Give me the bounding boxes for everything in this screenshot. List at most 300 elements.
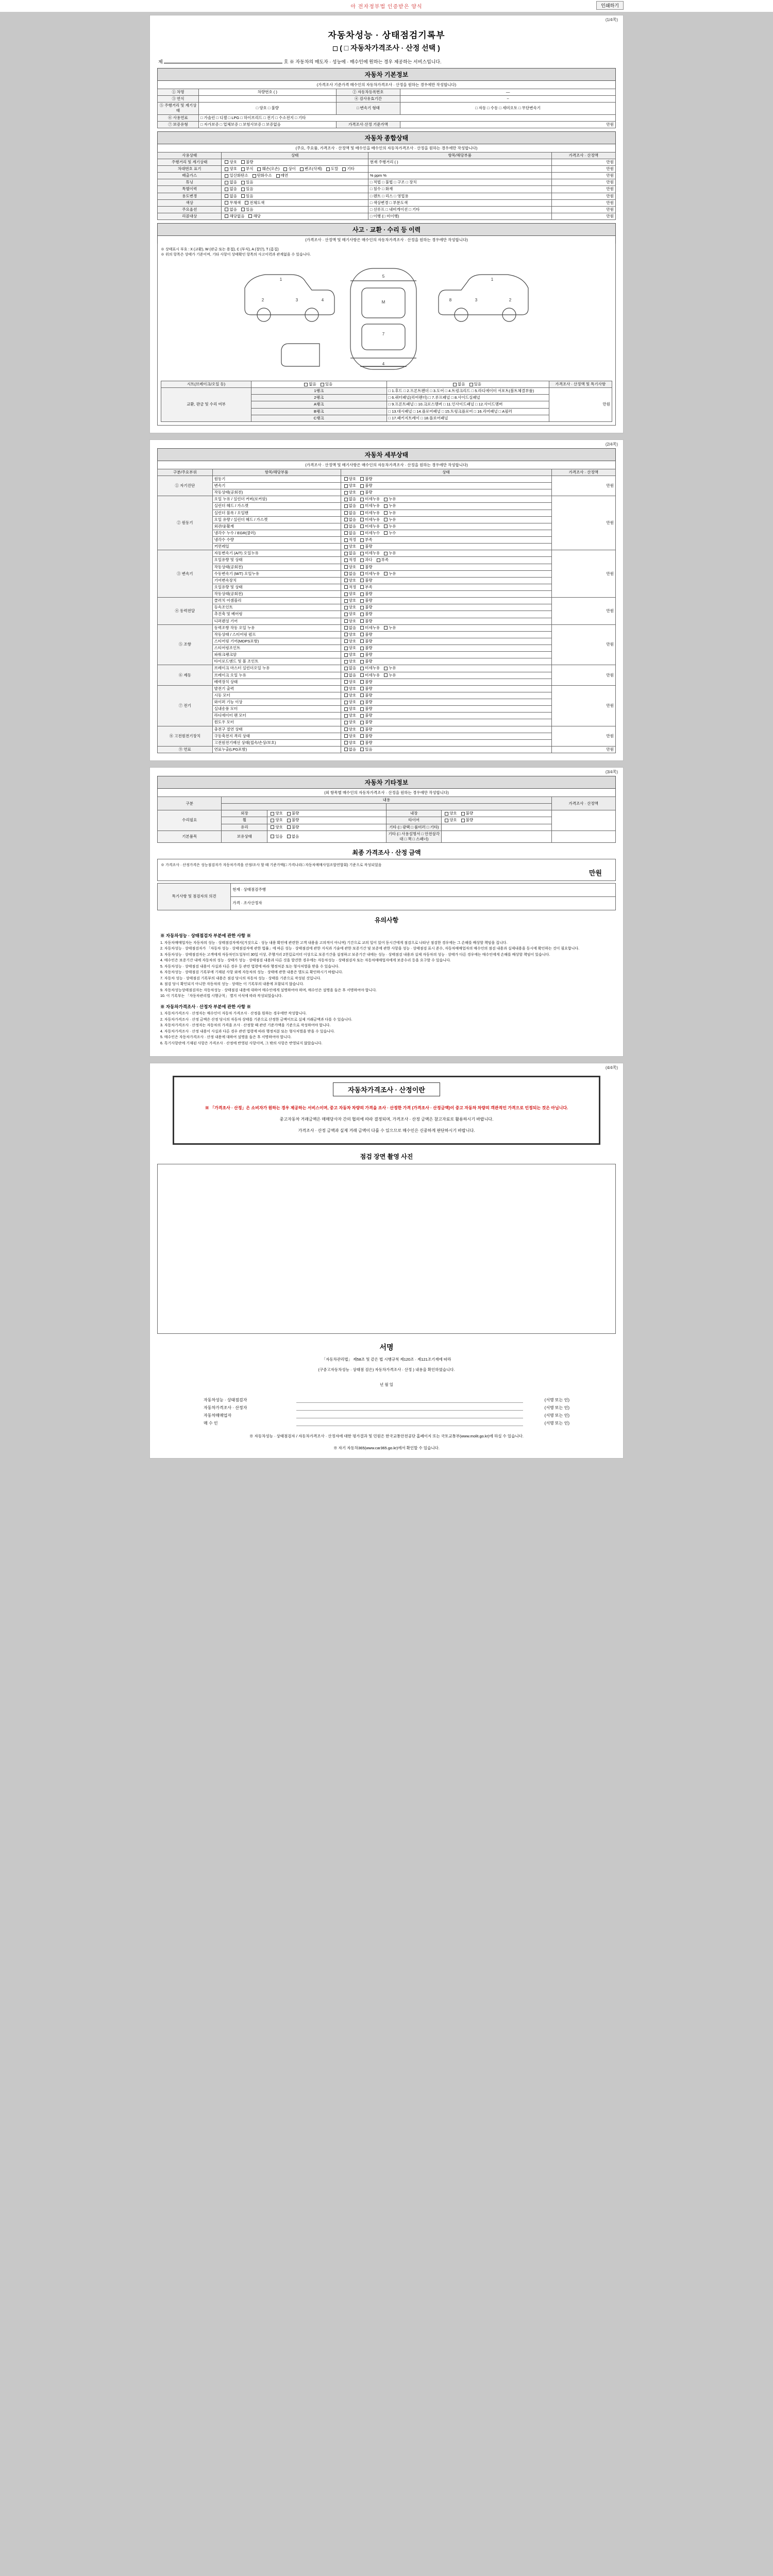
detail-27-opt-0[interactable]: 양호 (343, 659, 357, 664)
checkbox-icon[interactable] (360, 606, 364, 609)
overall-1-opt-2[interactable]: 훼손(오손) (256, 166, 279, 172)
detail-7-opt-2[interactable]: 누유 (382, 524, 396, 529)
checkbox-icon[interactable] (253, 174, 256, 178)
checkbox-icon[interactable] (360, 491, 364, 495)
checkbox-icon[interactable] (326, 167, 330, 171)
checkbox-icon[interactable] (360, 518, 364, 521)
overall-8-opt-1[interactable]: 해당 (247, 214, 261, 219)
detail-row-27-status[interactable] (341, 658, 551, 665)
checkbox-icon[interactable] (384, 673, 388, 677)
basic-row-2-c2[interactable]: □ 자동 □ 수동 □ 세미오토 □ 무단변속기 (400, 103, 616, 114)
detail-12-opt-2[interactable]: 부족 (375, 557, 389, 563)
detail-23-opt-0[interactable]: 양호 (343, 632, 357, 637)
checkbox-icon[interactable] (241, 160, 245, 164)
detail-38-opt-1[interactable]: 불량 (359, 734, 373, 739)
detail-33-opt-1[interactable]: 불량 (359, 700, 373, 705)
detail-17-opt-0[interactable]: 양호 (343, 591, 357, 597)
checkbox-icon[interactable] (384, 511, 388, 515)
outer-rank-2-items[interactable]: □ 6.쿼터패널(리어펜더) □ 7.루프패널 □ 8.사이드실패널 (386, 395, 549, 401)
checkbox-icon[interactable] (360, 721, 364, 724)
overall-6-opt-1[interactable]: 전체도색 (243, 200, 264, 206)
detail-35-opt-1[interactable]: 불량 (359, 713, 373, 718)
checkbox-icon[interactable] (360, 585, 364, 589)
detail-6-opt-2[interactable]: 누유 (382, 517, 396, 522)
checkbox-icon[interactable] (271, 835, 274, 838)
detail-32-opt-1[interactable]: 불량 (359, 693, 373, 698)
signature-row-2-field[interactable] (296, 1413, 523, 1418)
checkbox-icon[interactable] (245, 201, 248, 205)
detail-16-opt-1[interactable]: 부족 (359, 585, 373, 590)
overall-row-8-items[interactable]: □ 이행 (□ 미이행) (368, 213, 551, 219)
checkbox-icon[interactable] (360, 498, 364, 501)
checkbox-icon[interactable] (344, 498, 348, 501)
detail-36-opt-0[interactable]: 양호 (343, 720, 357, 725)
detail-25-opt-0[interactable]: 양호 (343, 646, 357, 651)
overall-6-opt-0[interactable]: 무채색 (223, 200, 241, 206)
etc-row-2-b-opts[interactable] (442, 824, 551, 831)
overall-3-opt-1[interactable]: 있음 (240, 180, 254, 185)
detail-row-22-status[interactable] (341, 624, 551, 631)
detail-30-opt-0[interactable]: 양호 (343, 680, 357, 685)
detail-row-26-status[interactable] (341, 652, 551, 658)
signature-date[interactable]: 년 월 일 (380, 1382, 393, 1387)
detail-10-opt-1[interactable]: 불량 (359, 544, 373, 549)
checkbox-icon[interactable] (344, 606, 348, 609)
checkbox-icon[interactable] (384, 572, 388, 575)
overall-row-1-status[interactable] (222, 166, 368, 173)
checkbox-icon[interactable] (360, 572, 364, 575)
checkbox-icon[interactable] (257, 167, 261, 171)
overall-row-5-status[interactable] (222, 193, 368, 199)
detail-24-opt-1[interactable]: 불량 (359, 639, 373, 644)
checkbox-icon[interactable] (344, 680, 348, 684)
remark-sub2[interactable]: 가격 · 조사산정자 (231, 896, 616, 910)
etc-row-2-a-opts[interactable] (267, 824, 386, 831)
detail-40-opt-1[interactable]: 있음 (359, 747, 373, 752)
checkbox-icon[interactable] (344, 660, 348, 664)
checkbox-icon[interactable] (344, 619, 348, 623)
checkbox-icon[interactable] (344, 667, 348, 670)
checkbox-icon[interactable] (241, 167, 245, 171)
checkbox-icon[interactable] (360, 538, 364, 542)
checkbox-icon[interactable] (344, 701, 348, 704)
detail-3-opt-1[interactable]: 미세누유 (359, 497, 380, 502)
checkbox-icon[interactable] (344, 727, 348, 731)
detail-row-29-status[interactable] (341, 672, 551, 679)
checkbox-icon[interactable] (360, 687, 364, 690)
detail-row-2-status[interactable] (341, 489, 551, 496)
etc-b-0-opt-1[interactable]: 불량 (460, 811, 474, 816)
checkbox-icon[interactable] (344, 565, 348, 569)
overall-row-1-items[interactable] (368, 166, 551, 173)
etc-a-0-opt-1[interactable]: 불량 (285, 811, 299, 816)
basic-row-4-c0[interactable]: □ 자가보증 □ 업체보증 □ 보험사보증 □ 보증없음 (199, 121, 337, 128)
checkbox-icon[interactable] (300, 167, 304, 171)
checkbox-icon[interactable] (344, 545, 348, 549)
etc-a-3-opt-1[interactable]: 없음 (285, 834, 299, 839)
checkbox-icon[interactable] (360, 579, 364, 582)
checkbox-icon[interactable] (360, 647, 364, 650)
detail-row-13-status[interactable] (341, 564, 551, 570)
detail-row-11-status[interactable] (341, 550, 551, 557)
outer-rank-1-items[interactable]: □ 1.후드 □ 2.프론트펜더 □ 3.도어 □ 4.트렁크리드 □ 5.라디에이터 서포트(볼트체결부품) (386, 388, 549, 395)
detail-22-opt-1[interactable]: 미세누유 (359, 625, 380, 631)
detail-14-opt-0[interactable]: 없음 (343, 571, 357, 577)
etc-a-3-opt-0[interactable]: 있음 (269, 834, 283, 839)
overall-row-3-status[interactable] (222, 179, 368, 186)
overall-5-opt-1[interactable]: 있음 (240, 194, 254, 199)
detail-row-8-status[interactable] (341, 530, 551, 536)
overall-row-7-status[interactable] (222, 206, 368, 213)
detail-7-opt-0[interactable]: 없음 (343, 524, 357, 529)
checkbox-icon[interactable] (344, 477, 348, 481)
detail-7-opt-1[interactable]: 미세누유 (359, 524, 380, 529)
checkbox-icon[interactable] (360, 653, 364, 657)
checkbox-icon[interactable] (342, 167, 346, 171)
overall-row-2-items[interactable]: % ppm % (368, 173, 551, 179)
overall-row-0-items[interactable]: 현재 주행거리 ( ) (368, 159, 551, 165)
checkbox-icon[interactable] (283, 167, 287, 171)
detail-row-18-status[interactable] (341, 598, 551, 604)
detail-15-opt-0[interactable]: 양호 (343, 578, 357, 583)
basic-row-3-c0[interactable]: □ 가솔린 □ 디젤 □ LPG □ 하이브리드 □ 전기 □ 수소전지 □ 기타 (199, 114, 616, 121)
etc-b-1-opt-1[interactable]: 불량 (460, 818, 474, 823)
detail-row-40-status[interactable] (341, 746, 551, 753)
detail-18-opt-1[interactable]: 불량 (359, 598, 373, 603)
checkbox-icon[interactable] (461, 812, 465, 816)
checkbox-icon[interactable] (360, 660, 364, 664)
checkbox-icon[interactable] (360, 707, 364, 711)
checkbox-icon[interactable] (360, 531, 364, 535)
checkbox-icon[interactable] (287, 812, 291, 816)
checkbox-icon[interactable] (241, 194, 245, 198)
detail-34-opt-1[interactable]: 불량 (359, 706, 373, 711)
signature-row-0-field[interactable] (296, 1397, 523, 1403)
checkbox-icon[interactable] (360, 748, 364, 751)
checkbox-icon[interactable] (344, 653, 348, 657)
overall-row-4-status[interactable] (222, 186, 368, 193)
overall-4-opt-1[interactable]: 있음 (240, 187, 254, 192)
detail-row-5-status[interactable] (341, 510, 551, 516)
checkbox-icon[interactable] (360, 693, 364, 697)
detail-5-opt-2[interactable]: 누유 (382, 511, 396, 516)
detail-18-opt-0[interactable]: 양호 (343, 598, 357, 603)
checkbox-icon[interactable] (344, 707, 348, 711)
overall-0-opt-1[interactable]: 불량 (240, 160, 254, 165)
checkbox-icon[interactable] (360, 558, 364, 562)
checkbox-icon[interactable] (344, 504, 348, 508)
detail-21-opt-1[interactable]: 불량 (359, 619, 373, 624)
checkbox-icon[interactable] (287, 819, 291, 822)
overall-1-opt-1[interactable]: 부식 (240, 166, 254, 172)
overall-row-3-items[interactable]: □ 적법 □ 불법 □ 구조 □ 장치 (368, 179, 551, 186)
checkbox-icon[interactable] (344, 491, 348, 495)
checkbox-icon[interactable] (344, 613, 348, 616)
checkbox-icon[interactable] (344, 585, 348, 589)
detail-5-opt-0[interactable]: 없음 (343, 511, 357, 516)
checkbox-icon[interactable] (225, 174, 228, 178)
overall-row-2-status[interactable] (222, 173, 368, 179)
checkbox-icon[interactable] (344, 647, 348, 650)
detail-8-opt-2[interactable]: 누수 (382, 531, 396, 536)
detail-22-opt-0[interactable]: 없음 (343, 625, 357, 631)
checkbox-icon[interactable] (384, 626, 388, 630)
detail-15-opt-1[interactable]: 불량 (359, 578, 373, 583)
checkbox-icon[interactable] (248, 214, 252, 218)
etc-a-1-opt-0[interactable]: 양호 (269, 818, 283, 823)
detail-38-opt-0[interactable]: 양호 (343, 734, 357, 739)
detail-14-opt-2[interactable]: 누유 (382, 571, 396, 577)
detail-row-3-status[interactable] (341, 496, 551, 503)
checkbox-icon[interactable] (241, 208, 245, 211)
detail-row-12-status[interactable] (341, 557, 551, 564)
photo-placeholder-area[interactable] (157, 1164, 616, 1334)
detail-row-34-status[interactable] (341, 706, 551, 713)
signature-row-1-field[interactable] (296, 1405, 523, 1411)
etc-a-2-opt-0[interactable]: 양호 (269, 825, 283, 830)
detail-26-opt-0[interactable]: 양호 (343, 652, 357, 657)
detail-19-opt-0[interactable]: 양호 (343, 605, 357, 610)
etc-a-1-opt-1[interactable]: 불량 (285, 818, 299, 823)
checkbox-icon[interactable] (225, 181, 228, 184)
overall-1-opt-6[interactable]: 기타 (341, 166, 355, 172)
detail-row-21-status[interactable] (341, 618, 551, 624)
basic-row-2-c0[interactable]: □ 양호 □ 불량 (199, 103, 337, 114)
detail-row-16-status[interactable] (341, 584, 551, 590)
detail-23-opt-1[interactable]: 불량 (359, 632, 373, 637)
checkbox-icon[interactable] (344, 524, 348, 528)
checkbox-icon[interactable] (344, 484, 348, 488)
checkbox-icon[interactable] (344, 572, 348, 575)
etc-b-0-opt-0[interactable]: 양호 (443, 811, 457, 816)
detail-11-opt-1[interactable]: 미세누유 (359, 551, 380, 556)
detail-28-opt-0[interactable]: 없음 (343, 666, 357, 671)
detail-10-opt-0[interactable]: 양호 (343, 544, 357, 549)
detail-row-35-status[interactable] (341, 713, 551, 719)
checkbox-icon[interactable] (377, 558, 380, 562)
overall-4-opt-0[interactable]: 없음 (223, 187, 237, 192)
signature-row-3-field[interactable] (296, 1420, 523, 1426)
overall-2-opt-2[interactable]: 매연 (275, 173, 289, 178)
checkbox-icon[interactable] (360, 524, 364, 528)
checkbox-icon[interactable] (344, 693, 348, 697)
detail-row-31-status[interactable] (341, 685, 551, 692)
etc-a-0-opt-0[interactable]: 양호 (269, 811, 283, 816)
checkbox-icon[interactable] (384, 552, 388, 555)
overall-row-6-items[interactable]: □ 색상변경 □ 부분도색 (368, 199, 551, 206)
overall-0-opt-0[interactable]: 양호 (223, 160, 237, 165)
checkbox-icon[interactable] (344, 531, 348, 535)
checkbox-icon[interactable] (344, 741, 348, 744)
detail-37-opt-1[interactable]: 불량 (359, 727, 373, 732)
overall-1-opt-3[interactable]: 상이 (282, 166, 296, 172)
overall-8-opt-0[interactable]: 해당없음 (223, 214, 244, 219)
checkbox-icon[interactable] (360, 727, 364, 731)
overall-7-opt-0[interactable]: 없음 (223, 207, 237, 212)
checkbox-icon[interactable] (360, 734, 364, 738)
detail-24-opt-0[interactable]: 양호 (343, 639, 357, 644)
checkbox-icon[interactable] (344, 748, 348, 751)
checkbox-icon[interactable] (344, 538, 348, 542)
checkbox-icon[interactable] (384, 524, 388, 528)
checkbox-icon[interactable] (360, 619, 364, 623)
detail-35-opt-0[interactable]: 양호 (343, 713, 357, 718)
checkbox-icon[interactable] (225, 201, 228, 205)
basic-row-0-c0[interactable]: 차량번호 ( ) (199, 89, 337, 96)
checkbox-icon[interactable] (344, 552, 348, 555)
checkbox-icon[interactable] (461, 819, 465, 822)
checkbox-icon[interactable] (360, 639, 364, 643)
detail-8-opt-1[interactable]: 미세누수 (359, 531, 380, 536)
checkbox-icon[interactable] (360, 504, 364, 508)
overall-7-opt-1[interactable]: 있음 (240, 207, 254, 212)
etc-row-0-b-opts[interactable] (442, 810, 551, 817)
detail-12-opt-1[interactable]: 과다 (359, 557, 373, 563)
detail-20-opt-0[interactable]: 양호 (343, 612, 357, 617)
checkbox-icon[interactable] (360, 592, 364, 596)
frame-rank-a-items[interactable]: □ 9.프론트패널 □ 10.크로스멤버 □ 11.인사이드패널 □ 12.사이드멤버 (386, 401, 549, 408)
basic-row-1-c0[interactable] (199, 96, 337, 103)
checkbox-icon[interactable] (384, 518, 388, 521)
detail-row-38-status[interactable] (341, 733, 551, 739)
detail-row-4-status[interactable] (341, 503, 551, 510)
detail-row-17-status[interactable] (341, 591, 551, 598)
detail-row-6-status[interactable] (341, 516, 551, 523)
detail-29-opt-1[interactable]: 미세누유 (359, 673, 380, 678)
overall-row-8-status[interactable] (222, 213, 368, 219)
checkbox-icon[interactable] (360, 633, 364, 636)
detail-8-opt-0[interactable]: 없음 (343, 531, 357, 536)
detail-13-opt-0[interactable]: 양호 (343, 565, 357, 570)
detail-row-10-status[interactable] (341, 544, 551, 550)
detail-33-opt-0[interactable]: 양호 (343, 700, 357, 705)
checkbox-icon[interactable] (344, 673, 348, 677)
leak-opts2[interactable]: 없음 있음 (386, 381, 549, 388)
detail-26-opt-1[interactable]: 불량 (359, 652, 373, 657)
checkbox-icon[interactable] (344, 639, 348, 643)
detail-14-opt-1[interactable]: 미세누유 (359, 571, 380, 577)
checkbox-icon[interactable] (344, 734, 348, 738)
checkbox-icon[interactable] (360, 667, 364, 670)
checkbox-icon[interactable] (225, 188, 228, 191)
basic-row-1-c2[interactable]: ~ (400, 96, 616, 103)
detail-row-20-status[interactable] (341, 611, 551, 618)
checkbox-icon[interactable] (344, 721, 348, 724)
etc-row-3-a-opts[interactable] (267, 831, 386, 842)
detail-3-opt-2[interactable]: 누유 (382, 497, 396, 502)
detail-28-opt-2[interactable]: 누유 (382, 666, 396, 671)
detail-1-opt-0[interactable]: 양호 (343, 483, 357, 488)
detail-4-opt-2[interactable]: 누유 (382, 503, 396, 509)
etc-row-1-b-opts[interactable] (442, 817, 551, 824)
detail-row-32-status[interactable] (341, 692, 551, 699)
overall-row-6-status[interactable] (222, 199, 368, 206)
overall-row-4-items[interactable]: □ 침수 □ 화재 (368, 186, 551, 193)
detail-row-36-status[interactable] (341, 719, 551, 726)
detail-3-opt-0[interactable]: 없음 (343, 497, 357, 502)
basic-row-0-c2[interactable]: — (400, 89, 616, 96)
detail-row-9-status[interactable] (341, 537, 551, 544)
detail-30-opt-1[interactable]: 불량 (359, 680, 373, 685)
detail-19-opt-1[interactable]: 불량 (359, 605, 373, 610)
checkbox-icon[interactable] (344, 626, 348, 630)
checkbox-icon[interactable] (344, 599, 348, 603)
checkbox-icon[interactable] (271, 819, 274, 822)
checkbox-icon[interactable] (241, 181, 245, 184)
detail-28-opt-1[interactable]: 미세누유 (359, 666, 380, 671)
detail-39-opt-0[interactable]: 양호 (343, 740, 357, 745)
detail-31-opt-0[interactable]: 양호 (343, 686, 357, 691)
remark-sub1[interactable]: 현재 · 상태점검주행 (231, 883, 616, 896)
detail-2-opt-0[interactable]: 양호 (343, 490, 357, 495)
checkbox-icon[interactable] (384, 498, 388, 501)
checkbox-icon[interactable] (271, 825, 274, 829)
detail-0-opt-1[interactable]: 불량 (359, 477, 373, 482)
detail-34-opt-0[interactable]: 양호 (343, 706, 357, 711)
checkbox-icon[interactable] (384, 667, 388, 670)
checkbox-icon[interactable] (344, 687, 348, 690)
etc-a-2-opt-1[interactable]: 불량 (285, 825, 299, 830)
checkbox-icon[interactable] (445, 812, 448, 816)
detail-13-opt-1[interactable]: 불량 (359, 565, 373, 570)
detail-row-28-status[interactable] (341, 665, 551, 672)
detail-5-opt-1[interactable]: 미세누유 (359, 511, 380, 516)
overall-2-opt-1[interactable]: 탄화수소 (251, 173, 272, 178)
overall-1-opt-5[interactable]: 도말 (325, 166, 339, 172)
detail-36-opt-1[interactable]: 불량 (359, 720, 373, 725)
checkbox-icon[interactable] (360, 701, 364, 704)
checkbox-icon[interactable] (360, 477, 364, 481)
etc-row-3-b-opts[interactable] (442, 831, 551, 842)
detail-row-14-status[interactable] (341, 570, 551, 577)
overall-row-5-items[interactable]: □ 렌트 □ 리스 □ 영업용 (368, 193, 551, 199)
detail-row-24-status[interactable] (341, 638, 551, 645)
detail-40-opt-0[interactable]: 없음 (343, 747, 357, 752)
frame-rank-b-items[interactable]: □ 13.대시패널 □ 14.플로어패널 □ 15.트렁크플로어 □ 16.리어패널 □ A필러 (386, 408, 549, 415)
checkbox-icon[interactable] (344, 558, 348, 562)
checkbox-icon[interactable] (344, 518, 348, 521)
checkbox-icon[interactable] (360, 714, 364, 718)
detail-9-opt-1[interactable]: 부족 (359, 537, 373, 543)
checkbox-icon[interactable] (360, 552, 364, 555)
detail-21-opt-0[interactable]: 양호 (343, 619, 357, 624)
detail-1-opt-1[interactable]: 불량 (359, 483, 373, 488)
detail-6-opt-1[interactable]: 미세누유 (359, 517, 380, 522)
checkbox-icon[interactable] (360, 484, 364, 488)
detail-25-opt-1[interactable]: 불량 (359, 646, 373, 651)
detail-29-opt-2[interactable]: 누유 (382, 673, 396, 678)
checkbox-icon[interactable] (384, 504, 388, 508)
etc-row-1-a-opts[interactable] (267, 817, 386, 824)
checkbox-icon[interactable] (445, 819, 448, 822)
checkbox-icon[interactable] (360, 545, 364, 549)
detail-row-0-status[interactable] (341, 476, 551, 482)
checkbox-icon[interactable] (360, 599, 364, 603)
detail-2-opt-1[interactable]: 불량 (359, 490, 373, 495)
overall-2-opt-0[interactable]: 일산화탄소 (223, 173, 248, 178)
checkbox-icon[interactable] (360, 626, 364, 630)
checkbox-icon[interactable] (287, 825, 291, 829)
checkbox-icon[interactable] (384, 531, 388, 535)
checkbox-icon[interactable] (344, 592, 348, 596)
checkbox-icon[interactable] (225, 214, 228, 218)
price-survey-checkbox[interactable] (333, 46, 338, 51)
checkbox-icon[interactable] (360, 680, 364, 684)
detail-row-33-status[interactable] (341, 699, 551, 706)
checkbox-icon[interactable] (225, 160, 228, 164)
leak-opts[interactable]: 없음 있음 (251, 381, 387, 388)
checkbox-icon[interactable] (225, 167, 228, 171)
